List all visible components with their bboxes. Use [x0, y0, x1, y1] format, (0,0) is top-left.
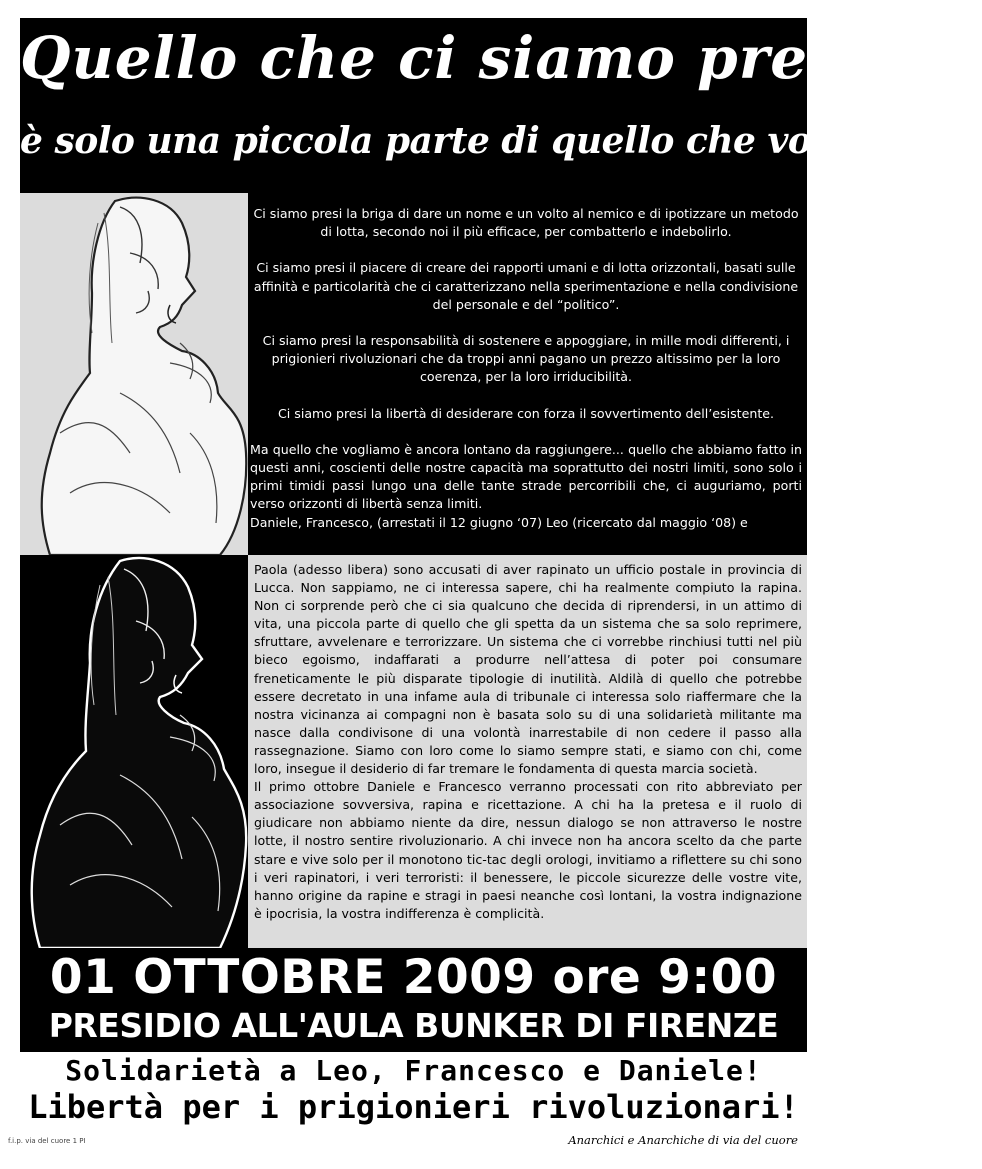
upper-paragraph: Ma quello che vogliamo è ancora lontano da raggiungere... quello che abbiamo fatto in questi anni, coscienti delle nostre capacità ma soprattutto dei nostri limiti, sono solo i primi timidi passi lungo una delle tante strade percorribili che, ci auguriamo, porti verso orizzonti di libertà senza limiti. — [250, 441, 802, 512]
poster-subtitle: è solo una piccola parte di quello che vogliamo... — [20, 120, 982, 162]
poster-title: Quello che ci siamo presi — [20, 24, 865, 92]
lower-section — [20, 555, 807, 948]
portrait-illustration-top — [20, 193, 248, 555]
footer-signature: Anarchici e Anarchiche di via del cuore — [568, 1133, 798, 1147]
event-band — [20, 948, 807, 1052]
upper-paragraph: Ci siamo presi la briga di dare un nome e un volto al nemico e di ipotizzare un metodo di lotta, secondo noi il più efficace, per combatterlo e indebolirlo. — [253, 206, 799, 240]
lower-paragraph: Il primo ottobre Daniele e Francesco verranno processati con rito abbreviato per associazione sovversiva, rapina e ricettazione. A chi ha la pretesa e il ruolo di giudicare non abbiamo niente da dire, nessun dialogo se non attraverso le nostre lotte, il nostro sentire rivoluzionario. A chi invece non ha ancora scelto da che parte stare e vive solo per il monotono tic-tac degli orologi, invitiamo a riflettere su chi sono i veri rapinatori, i veri terroristi: il benessere, le piccole sicurezze delle vostre vite, hanno origine da rapine e stragi in paesi neanche così lontani, la vostra indignazione è ipocrisia, la vostra indifferenza è complicità. — [254, 779, 802, 921]
upper-text-block — [250, 205, 802, 532]
upper-paragraph: Ci siamo presi il piacere di creare dei rapporti umani e di lotta orizzontali, basati sulle affinità e particolarità che ci caratterizzano nella sperimentazione e nella condivisione del personale e del “politico”. — [253, 260, 799, 312]
lower-text-block — [254, 561, 802, 923]
sketch-figure-dark — [20, 555, 248, 948]
event-date: 01 OTTOBRE 2009 ore 9:00 — [49, 950, 778, 1005]
slogan-freedom: Libertà per i prigionieri rivoluzionari! — [28, 1088, 799, 1126]
upper-section — [20, 193, 807, 555]
slogan-solidarity: Solidarietà a Leo, Francesco e Daniele! — [65, 1054, 762, 1087]
footer-print-note: f.i.p. via del cuore 1 PI — [8, 1137, 86, 1145]
upper-paragraph: Ci siamo presi la responsabilità di sostenere e appoggiare, in mille modi differenti, i prigionieri rivoluzionari che da troppi anni pagano un prezzo altissimo per la loro coerenza, per la loro irriducibilità. — [262, 333, 790, 385]
portrait-illustration-bottom — [20, 555, 248, 948]
upper-paragraph: Daniele, Francesco, (arrestati il 12 giugno ‘07) Leo (ricercato dal maggio ‘08) e — [250, 514, 748, 530]
sketch-figure-light — [20, 193, 248, 555]
upper-paragraph: Ci siamo presi la libertà di desiderare con forza il sovvertimento dell’esistente. — [277, 405, 775, 421]
event-place: PRESIDIO ALL'AULA BUNKER DI FIRENZE — [48, 1006, 779, 1045]
lower-paragraph: Paola (adesso libera) sono accusati di aver rapinato un ufficio postale in provincia di Lucca. Non sappiamo, ne ci interessa sapere, chi ha realmente compiuto la rapina. Non ci sorprende però che ci sia qualcuno che decida di riprendersi, in un attimo di vita, una piccola parte di quello che gli spetta da un sistema che sa solo reprimere, sfruttare, avvelenare e terrorizzare. Un sistema che ci vorrebbe rinchiusi tutti nel più bieco egoismo, indaffarati a produrre nell’attesa di poter poi consumare freneticamente le più disparate tipologie di inutilità. Aldilà di quello che potrebbe essere decretato in una infame aula di tribunale ci interessa solo riaffermare che la nostra vicinanza ai compagni non è basata solo su di una solidarietà militante ma nasce dalla condivisone di una volontà inarrestabile di non cedere il passo alla rassegnazione. Siamo con loro come lo siamo sempre stati, e siamo con chi, come loro, insegue il desiderio di far tremare le fondamenta di questa marcia società. — [254, 562, 802, 777]
header-banner — [20, 18, 982, 193]
